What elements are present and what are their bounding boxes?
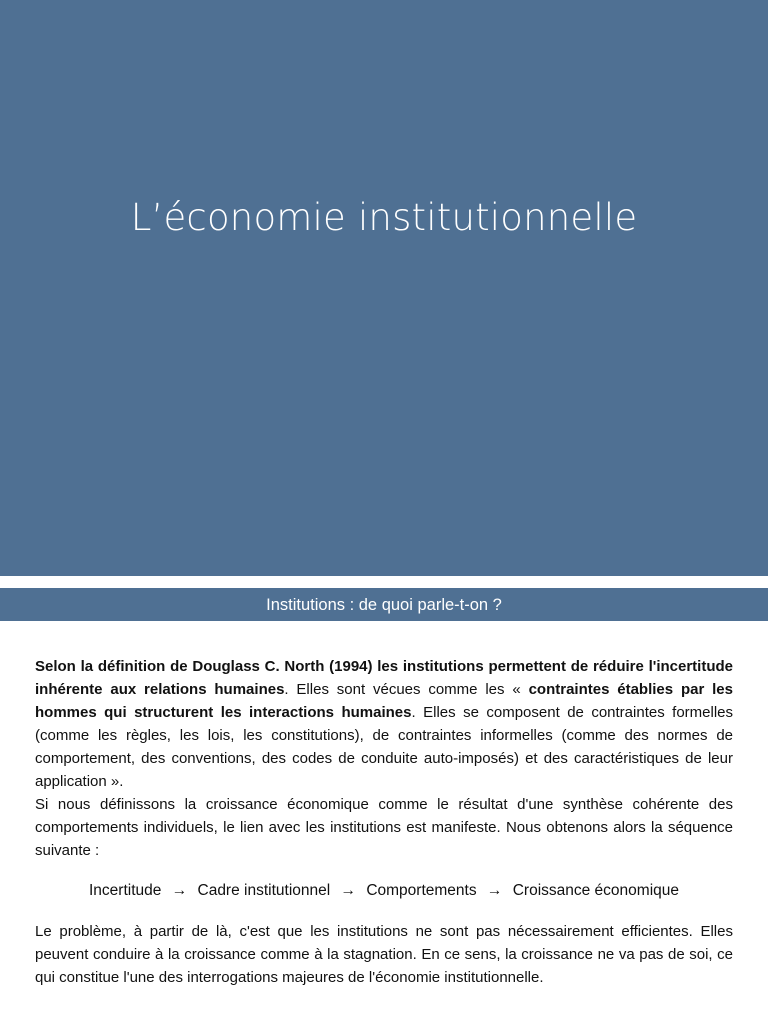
flow-step-behaviors: Comportements — [366, 882, 477, 899]
arrow-right-icon: → — [171, 882, 188, 899]
definition-bold-lead: Selon la définition de Douglass C. North (1994) les institutions permettent de réduire l'incertitude inhérente aux relations humaines — [35, 658, 733, 698]
section-heading: Institutions : de quoi parle-t-on ? — [266, 596, 502, 614]
paragraph-problem: Le problème, à partir de là, c'est que les institutions ne sont pas nécessairement efficientes. Elles peuvent conduire à la croissance comme à la stagnation. En ce sens, la croissance ne va pas de soi, ce qui constitue l'une des interrogations majeures de l'économie institutionnelle. — [35, 923, 733, 986]
flow-step-growth: Croissance économique — [512, 882, 680, 899]
arrow-right-icon: → — [340, 882, 357, 899]
definition-text-a: . Elles sont vécues comme les « — [284, 681, 529, 698]
paragraph-growth: Si nous définissons la croissance économique comme le résultat d'une synthèse cohérente des comportements individuels, le lien avec les institutions est manifeste. Nous obtenons alors la séquence suivante : — [35, 796, 733, 859]
sequence-flow — [35, 879, 733, 902]
slide-title: L’économie institutionnelle — [130, 196, 638, 239]
arrow-right-icon: → — [486, 882, 503, 899]
flow-step-uncertainty: Incertitude — [88, 882, 162, 899]
flow-step-institutional-frame: Cadre institutionnel — [197, 882, 331, 899]
definition-text-b: . Elles se composent de contraintes formelles (comme les règles, les lois, les constitutions), de contraintes informelles (comme des normes de comportement, des conventions, des codes de conduite auto-imposés) et des caractéristiques de leur application ». — [35, 704, 733, 790]
paragraph-definition — [35, 655, 733, 793]
definition-bold-quote: contraintes établies par les hommes qui structurent les interactions humaines — [35, 681, 733, 721]
body-content — [35, 655, 733, 989]
section-heading-bar — [0, 588, 768, 621]
